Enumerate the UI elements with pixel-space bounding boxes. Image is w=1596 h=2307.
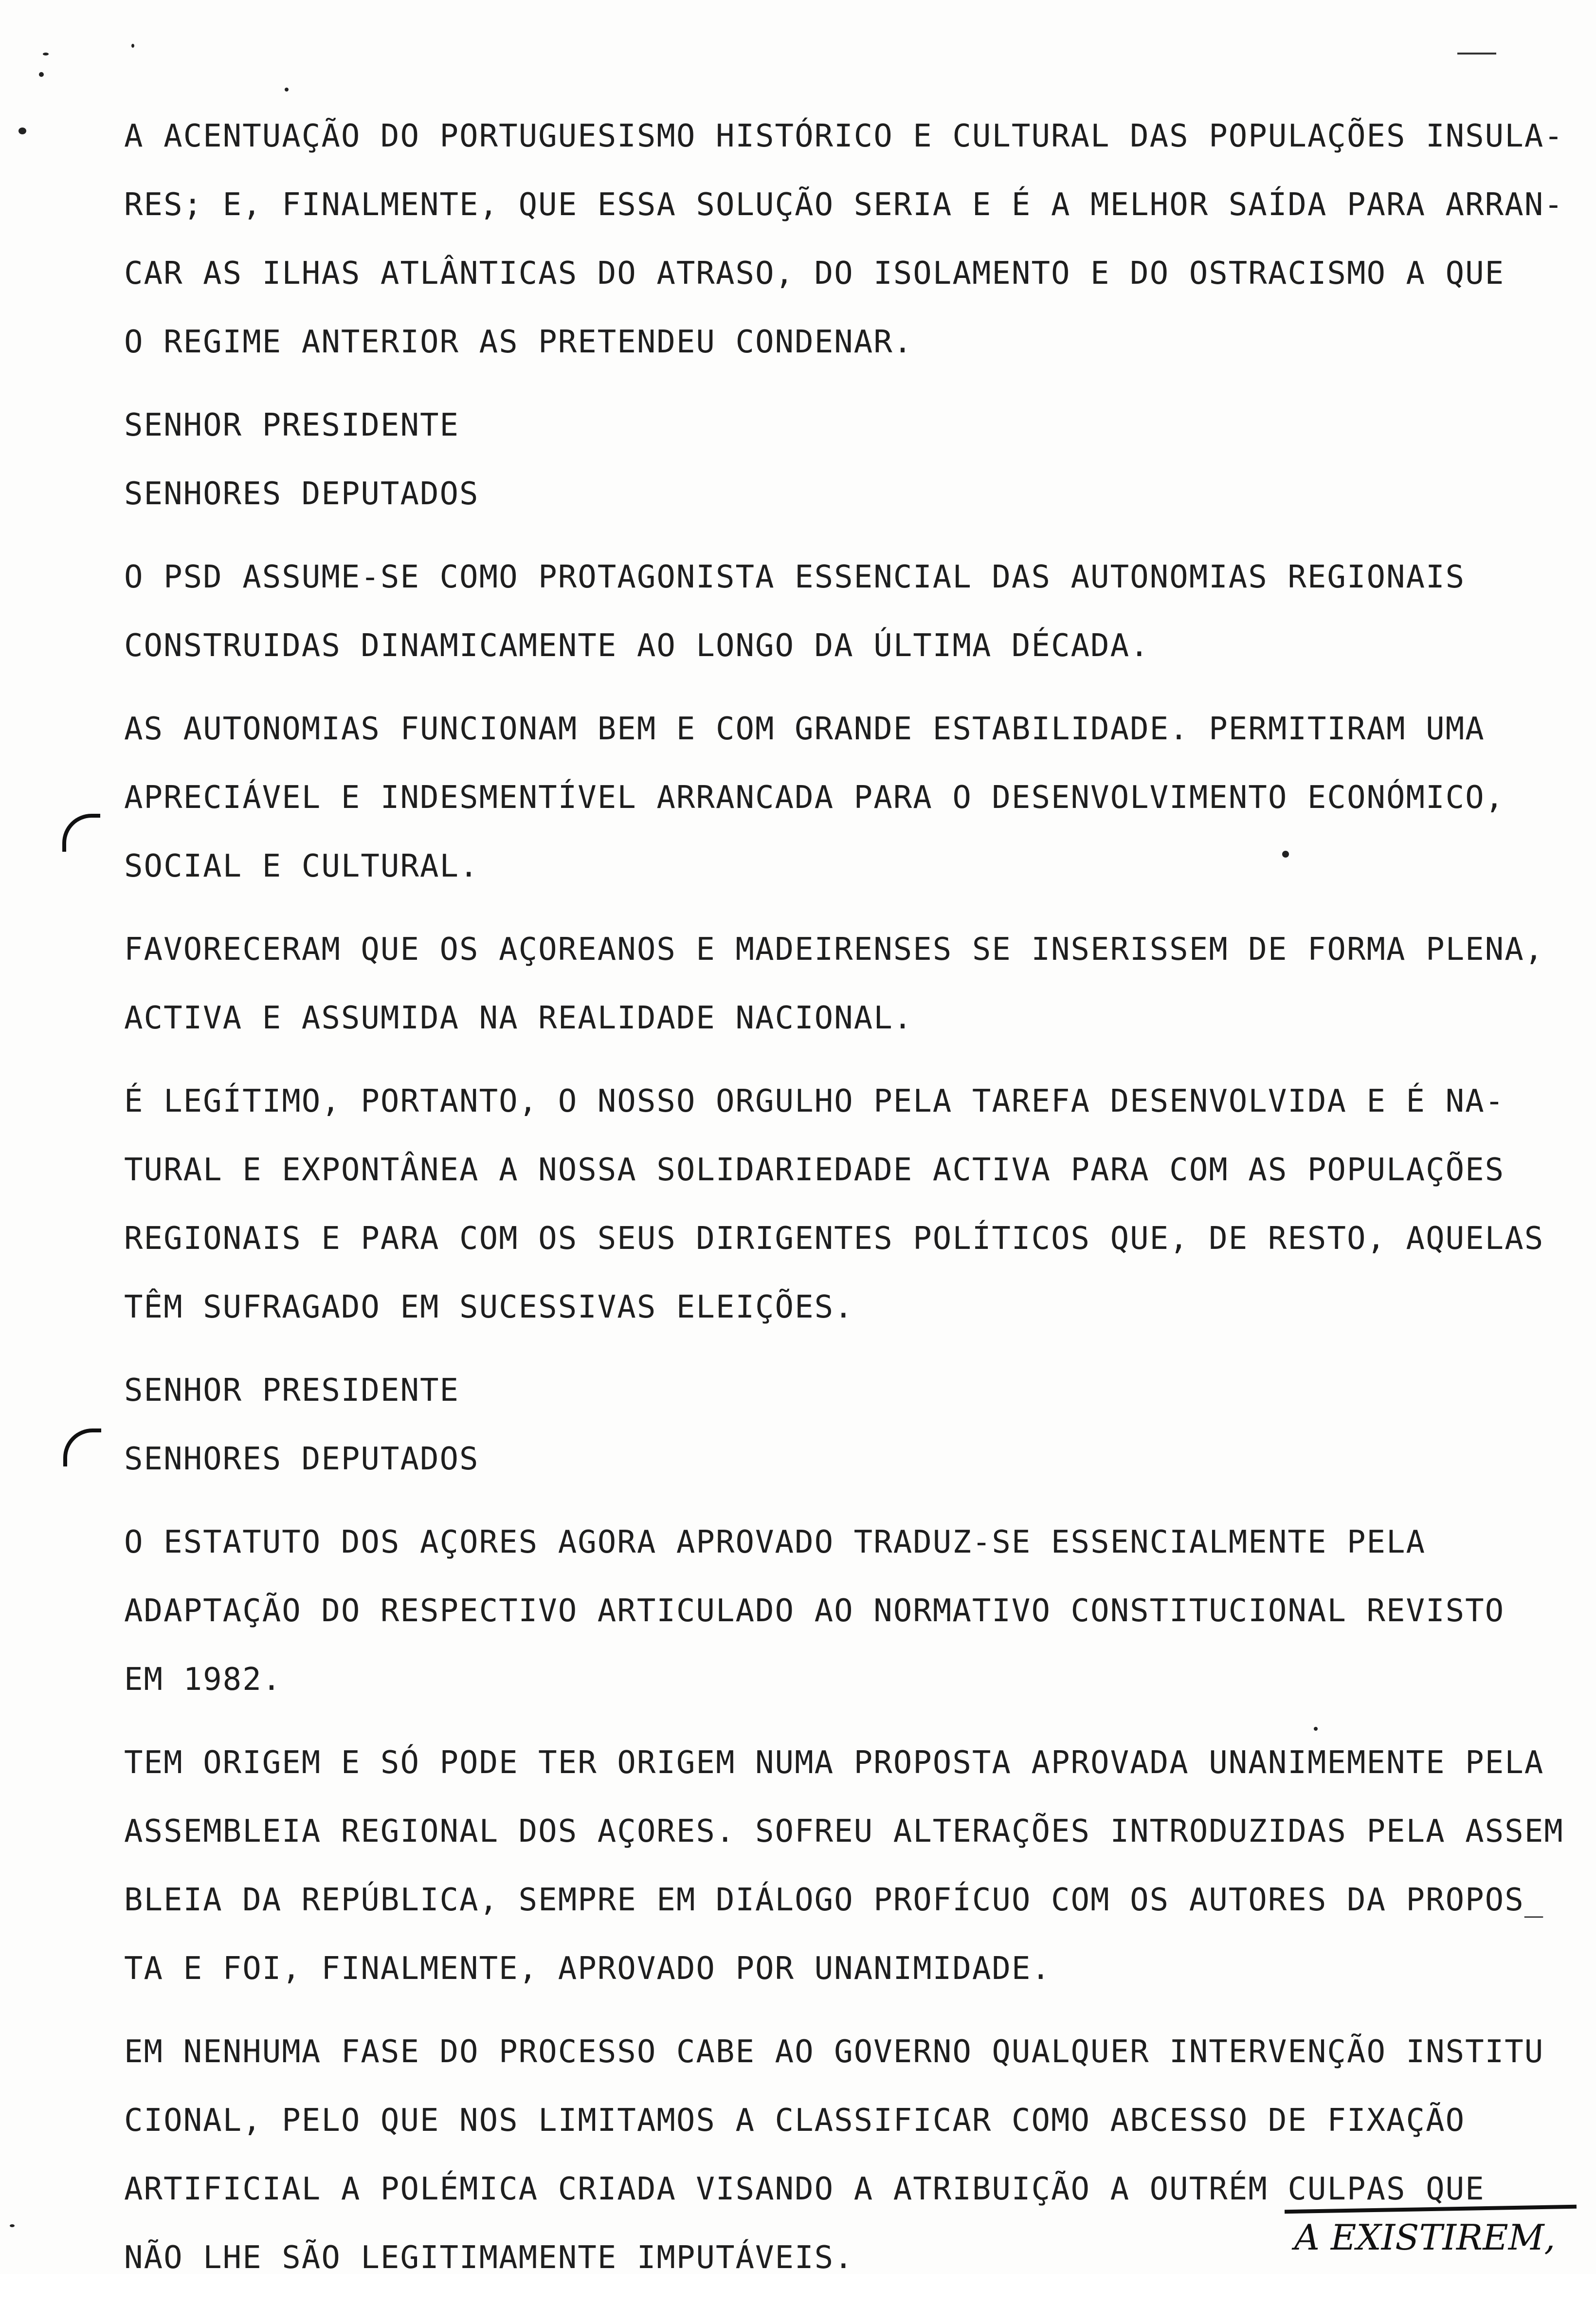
text-line: TÊM SUFRAGADO EM SUCESSIVAS ELEIÇÕES. bbox=[124, 1289, 854, 1325]
scan-speck bbox=[131, 44, 134, 48]
text-line: NÃO LHE SÃO LEGITIMAMENTE IMPUTÁVEIS. bbox=[124, 2240, 854, 2276]
text-line: A ACENTUAÇÃO DO PORTUGUESISMO HISTÓRICO E CULTURAL DAS POPULAÇÕES INSULA- bbox=[124, 118, 1564, 154]
text-line: ACTIVA E ASSUMIDA NA REALIDADE NACIONAL. bbox=[124, 1000, 913, 1036]
paragraph-portuguesismo bbox=[124, 102, 1579, 377]
paragraph-favoreceram bbox=[124, 915, 1579, 1053]
text-line: EM 1982. bbox=[124, 1662, 282, 1698]
scan-speck bbox=[43, 53, 49, 55]
text-line: FAVORECERAM QUE OS AÇOREANOS E MADEIRENSES SE INSERISSEM DE FORMA PLENA, bbox=[124, 932, 1544, 968]
text-line: BLEIA DA REPÚBLICA, SEMPRE EM DIÁLOGO PROFÍCUO COM OS AUTORES DA PROPOS_ bbox=[124, 1882, 1544, 1918]
paragraph-autonomias bbox=[124, 695, 1579, 901]
text-line: SENHORES DEPUTADOS bbox=[124, 476, 479, 512]
scan-speck bbox=[39, 72, 44, 77]
text-line: CONSTRUIDAS DINAMICAMENTE AO LONGO DA ÚLTIMA DÉCADA. bbox=[124, 628, 1150, 664]
text-line: REGIONAIS E PARA COM OS SEUS DIRIGENTES POLÍTICOS QUE, DE RESTO, AQUELAS bbox=[124, 1221, 1544, 1257]
text-line: RES; E, FINALMENTE, QUE ESSA SOLUÇÃO SERIA E É A MELHOR SAÍDA PARA ARRAN- bbox=[124, 187, 1564, 223]
text-line: É LEGÍTIMO, PORTANTO, O NOSSO ORGULHO PELA TAREFA DESENVOLVIDA E É NA- bbox=[124, 1083, 1505, 1119]
text-line: ADAPTAÇÃO DO RESPECTIVO ARTICULADO AO NORMATIVO CONSTITUCIONAL REVISTO bbox=[124, 1593, 1505, 1629]
scan-speck bbox=[18, 128, 26, 134]
paragraph-origem bbox=[124, 1729, 1579, 2003]
text-line: O ESTATUTO DOS AÇORES AGORA APROVADO TRADUZ-SE ESSENCIALMENTE PELA bbox=[124, 1524, 1426, 1560]
paragraph-salutation bbox=[124, 391, 1579, 529]
margin-bracket-mark bbox=[63, 1428, 101, 1466]
text-line: EM NENHUMA FASE DO PROCESSO CABE AO GOVERNO QUALQUER INTERVENÇÃO INSTITU bbox=[124, 2034, 1544, 2070]
paragraph-legitimo bbox=[124, 1067, 1579, 1342]
paragraph-psd bbox=[124, 543, 1579, 680]
scan-speck bbox=[285, 88, 289, 92]
text-line: TA E FOI, FINALMENTE, APROVADO POR UNANIMIDADE. bbox=[124, 1951, 1051, 1987]
margin-bracket-mark bbox=[62, 814, 100, 852]
text-line: SENHORES DEPUTADOS bbox=[124, 1441, 479, 1477]
document-body bbox=[124, 102, 1579, 2307]
text-line: CAR AS ILHAS ATLÂNTICAS DO ATRASO, DO ISOLAMENTO E DO OSTRACISMO A QUE bbox=[124, 256, 1505, 292]
text-line: ARTIFICIAL A POLÉMICA CRIADA VISANDO A ATRIBUIÇÃO A OUTRÉM CULPAS QUE bbox=[124, 2171, 1485, 2207]
text-line: SENHOR PRESIDENTE bbox=[124, 1373, 460, 1409]
text-line: SOCIAL E CULTURAL. bbox=[124, 848, 479, 884]
text-line: AS AUTONOMIAS FUNCIONAM BEM E COM GRANDE ESTABILIDADE. PERMITIRAM UMA bbox=[124, 711, 1485, 747]
text-line: O REGIME ANTERIOR AS PRETENDEU CONDENAR. bbox=[124, 324, 913, 360]
scan-mark bbox=[1457, 53, 1496, 55]
paragraph-salutation bbox=[124, 1356, 1579, 1494]
handwritten-note: A EXISTIREM, bbox=[1294, 2217, 1556, 2258]
text-line: TURAL E EXPONTÂNEA A NOSSA SOLIDARIEDADE ACTIVA PARA COM AS POPULAÇÕES bbox=[124, 1152, 1505, 1188]
text-line: SENHOR PRESIDENTE bbox=[124, 407, 460, 443]
text-line: TEM ORIGEM E SÓ PODE TER ORIGEM NUMA PROPOSTA APROVADA UNANIMEMENTE PELA bbox=[124, 1745, 1544, 1781]
text-line: ASSEMBLEIA REGIONAL DOS AÇORES. SOFREU ALTERAÇÕES INTRODUZIDAS PELA ASSEM bbox=[124, 1813, 1564, 1849]
text-line: APRECIÁVEL E INDESMENTÍVEL ARRANCADA PARA O DESENVOLVIMENTO ECONÓMICO, bbox=[124, 780, 1505, 816]
paragraph-estatuto bbox=[124, 1508, 1579, 1714]
scan-speck bbox=[10, 2224, 15, 2227]
text-line: CIONAL, PELO QUE NOS LIMITAMOS A CLASSIFICAR COMO ABCESSO DE FIXAÇÃO bbox=[124, 2103, 1466, 2139]
text-line: O PSD ASSUME-SE COMO PROTAGONISTA ESSENCIAL DAS AUTONOMIAS REGIONAIS bbox=[124, 559, 1466, 595]
